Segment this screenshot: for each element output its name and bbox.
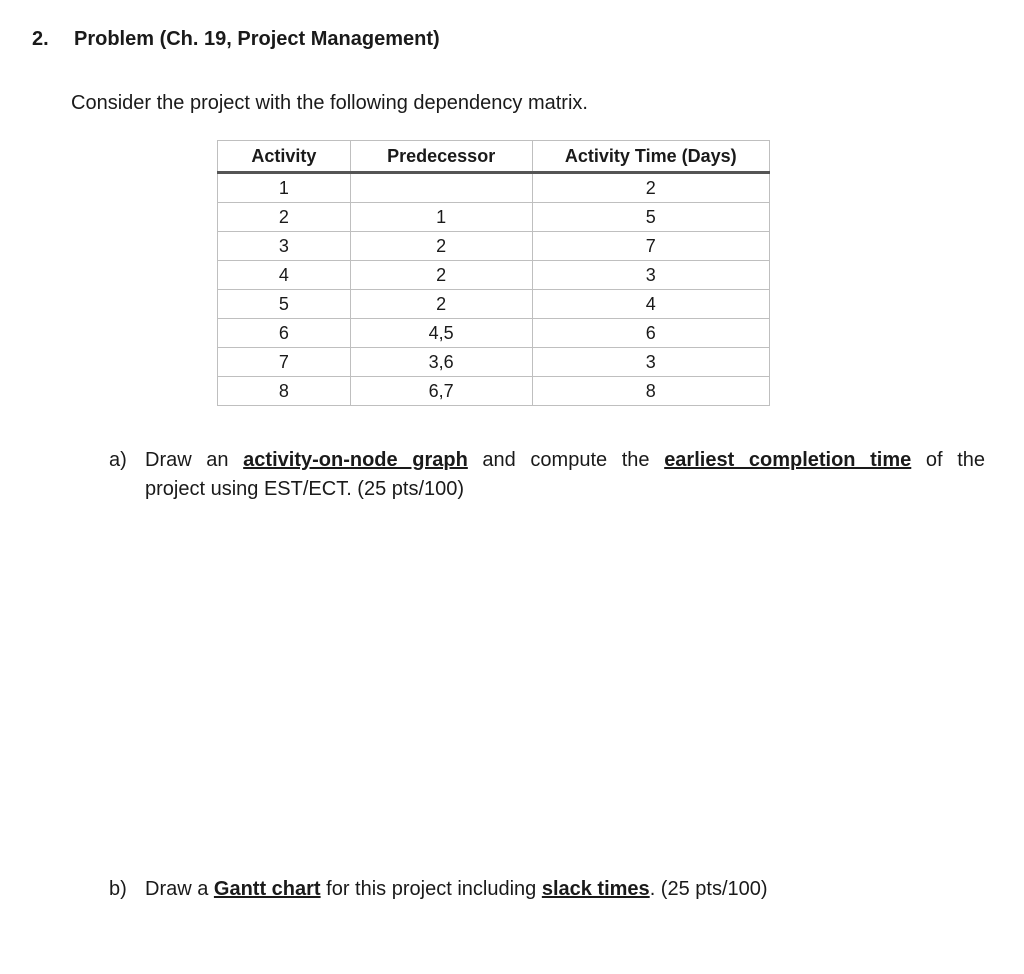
cell-predecessor: 4,5 xyxy=(350,319,532,348)
cell-time: 5 xyxy=(532,203,769,232)
part-a-text xyxy=(145,446,985,504)
part-a-line-2: project using EST/ECT. (25 pts/100) xyxy=(145,478,465,500)
table-row xyxy=(218,377,770,406)
emphasis-gantt-chart: Gantt chart xyxy=(213,878,321,900)
intro-text: Consider the project with the following dependency matrix. xyxy=(71,92,588,114)
emphasis-activity-on-node-graph: activity-on-node graph xyxy=(243,449,468,471)
cell-predecessor: 3,6 xyxy=(350,348,532,377)
cell-time: 3 xyxy=(532,261,769,290)
header-predecessor: Predecessor xyxy=(350,141,532,173)
part-a-question xyxy=(109,446,985,504)
cell-predecessor xyxy=(350,173,532,203)
emphasis-earliest-completion-time: earliest completion time xyxy=(664,449,912,471)
cell-time: 7 xyxy=(532,232,769,261)
cell-predecessor: 2 xyxy=(350,232,532,261)
cell-predecessor: 2 xyxy=(350,261,532,290)
table-row xyxy=(218,203,770,232)
table-row xyxy=(218,173,770,203)
part-a-line-1 xyxy=(145,446,985,475)
cell-activity: 3 xyxy=(218,232,351,261)
part-b-text xyxy=(145,875,985,904)
dependency-matrix-table xyxy=(217,140,770,406)
cell-activity: 1 xyxy=(218,173,351,203)
cell-activity: 8 xyxy=(218,377,351,406)
cell-predecessor: 1 xyxy=(350,203,532,232)
table-row xyxy=(218,319,770,348)
table-row xyxy=(218,261,770,290)
part-a-label: a) xyxy=(109,449,127,471)
cell-time: 6 xyxy=(532,319,769,348)
cell-activity: 5 xyxy=(218,290,351,319)
problem-number: 2. xyxy=(32,28,49,50)
part-a-text-3: of the xyxy=(911,449,986,471)
part-b-label: b) xyxy=(109,878,127,900)
problem-heading xyxy=(32,28,440,51)
cell-activity: 7 xyxy=(218,348,351,377)
part-b-text-3: . (25 pts/100) xyxy=(649,878,768,900)
table-header-row xyxy=(218,141,770,173)
header-activity: Activity xyxy=(218,141,351,173)
cell-time: 4 xyxy=(532,290,769,319)
cell-activity: 4 xyxy=(218,261,351,290)
cell-predecessor: 2 xyxy=(350,290,532,319)
cell-predecessor: 6,7 xyxy=(350,377,532,406)
header-activity-time: Activity Time (Days) xyxy=(532,141,769,173)
table-row xyxy=(218,290,770,319)
part-b-text-2: for this project including xyxy=(320,878,542,900)
cell-activity: 6 xyxy=(218,319,351,348)
part-a-text-2: and compute the xyxy=(467,449,665,471)
table-row xyxy=(218,232,770,261)
table-row xyxy=(218,348,770,377)
emphasis-slack-times: slack times xyxy=(541,878,650,900)
cell-activity: 2 xyxy=(218,203,351,232)
cell-time: 3 xyxy=(532,348,769,377)
problem-title: Problem (Ch. 19, Project Management) xyxy=(74,28,440,50)
part-a-text-1: Draw an xyxy=(145,449,244,471)
cell-time: 8 xyxy=(532,377,769,406)
part-b-question xyxy=(109,875,985,904)
part-b-text-1: Draw a xyxy=(145,878,214,900)
cell-time: 2 xyxy=(532,173,769,203)
